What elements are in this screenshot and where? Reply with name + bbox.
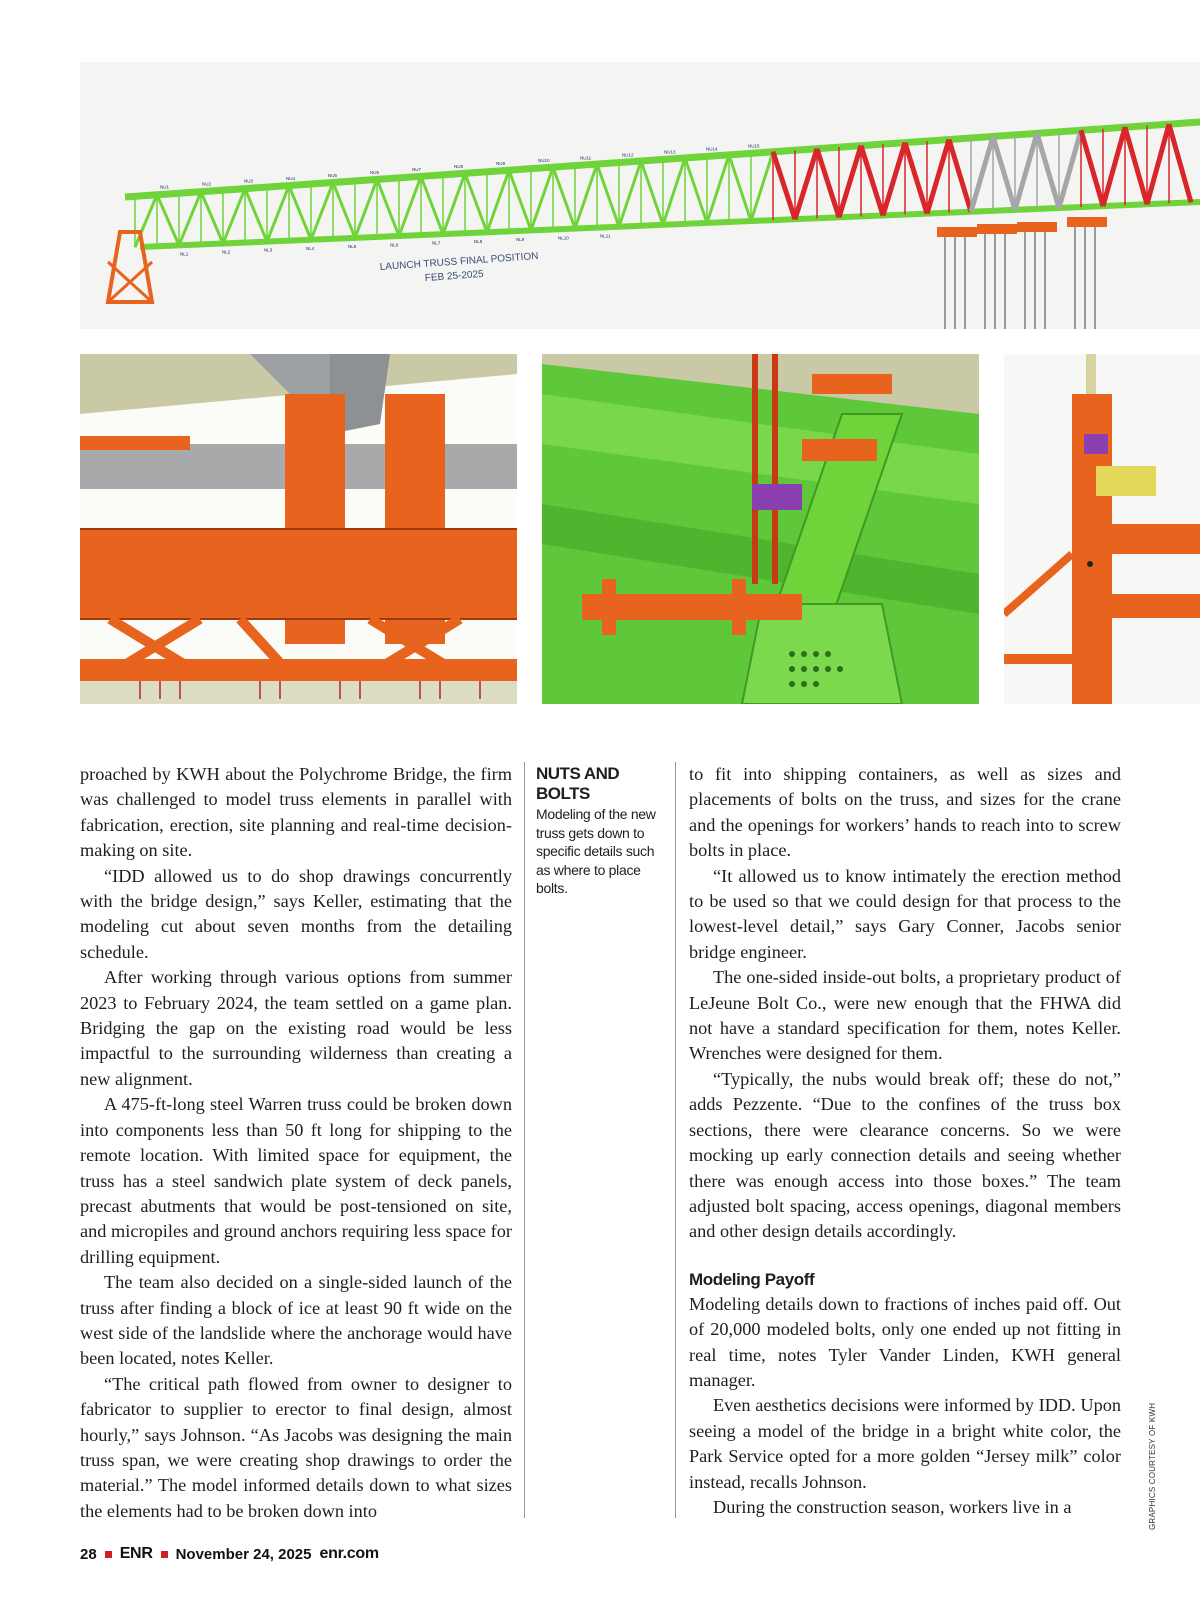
body-paragraph: proached by KWH about the Polychrome Bridge, the firm was challenged to model truss elements in parallel with fabrication, erection, site planning and real-time decision-making on site.: [80, 764, 512, 861]
body-paragraph: Modeling details down to fractions of inches paid off. Out of 20,000 modeled bolts, only one ended up not fitting in real time, notes Tyler Vander Linden, KWH general manager.: [689, 1293, 1121, 1390]
truss-web-member: [685, 158, 707, 223]
footer-separator: [105, 1551, 112, 1558]
truss-web-member: [1103, 127, 1125, 206]
truss-web-member: [553, 167, 575, 228]
upper-node-label: NU12: [622, 152, 634, 158]
launch-truss-drawing: [80, 62, 1200, 329]
lower-node-label: NL3: [264, 247, 273, 253]
body-paragraph: The team also decided on a single-sided launch of the truss after finding a block of ice at least 90 ft wide on the west side of the landslide where the anchorage would have been located, notes Keller.: [80, 1272, 512, 1369]
truss-web-member: [487, 170, 509, 232]
truss-web-member: [1147, 124, 1169, 204]
truss-web-member: [157, 195, 179, 246]
figure-caption: [536, 764, 666, 898]
tower-detail-figure: [1004, 354, 1200, 704]
lower-node-label: NL2: [222, 249, 231, 255]
truss-web-member: [707, 155, 729, 223]
lower-node-label: NL6: [390, 242, 399, 248]
launch-date-annotation: FEB 25-2025: [424, 268, 485, 284]
upper-node-label: NU13: [664, 149, 676, 155]
upper-node-label: NU2: [202, 181, 212, 187]
issue-date: November 24, 2025: [175, 1545, 312, 1563]
top-chord-green-far: [760, 122, 1200, 153]
left-text-column: [80, 762, 512, 1524]
truss-web-member: [597, 164, 619, 227]
truss-web-member: [993, 136, 1015, 209]
right-text-column: [689, 762, 1121, 1520]
rod-1: [752, 354, 758, 584]
upper-node-label: NU4: [286, 175, 296, 181]
truss-web-member: [949, 140, 971, 212]
upper-node-label: NU14: [706, 146, 718, 152]
truss-web-member: [223, 189, 245, 244]
support-frame-drawing: [80, 354, 517, 704]
truss-web-member: [311, 182, 333, 239]
truss-web-member: [795, 149, 817, 219]
truss-web-member: [663, 158, 685, 225]
orange-arm-upper: [1112, 524, 1200, 554]
truss-web-member: [1037, 133, 1059, 208]
truss-web-member: [619, 161, 641, 227]
upper-node-label: NU5: [328, 172, 338, 178]
orange-bracket-top: [812, 374, 892, 394]
body-paragraph: The one-sided inside-out bolts, a proprietary product of LeJeune Bolt Co., were new enough that the FHWA did not have a standard specification for them, notes Keller. Wrenches were designed for them.: [689, 967, 1121, 1064]
truss-web-member: [443, 173, 465, 234]
body-paragraph: “Typically, the nubs would break off; these do not,” adds Pezzente. “Due to the confines of the truss box sections, there were clearance concerns. So we were mocking up early connection details and seeing whether there was enough access into those boxes.” The team adjusted bolt spacing, access openings, diagonal members and other design details accordingly.: [689, 1068, 1121, 1242]
upper-node-label: NU15: [748, 143, 760, 149]
truss-web-member: [377, 179, 399, 236]
column-divider: [675, 762, 676, 1518]
truss-web-member: [729, 155, 751, 221]
upper-node-label: NU1: [160, 184, 170, 190]
body-paragraph: “It allowed us to know intimately the erection method to be used so that we could design for that process to the lowest-level detail,” says Gary Conner, Jacobs senior bridge engineer.: [689, 865, 1121, 962]
truss-web-member: [927, 140, 949, 214]
footer-separator: [161, 1551, 168, 1558]
truss-web-member: [861, 146, 883, 216]
yellow-bearing: [1096, 466, 1156, 496]
truss-web-member: [135, 195, 157, 247]
truss-web-member: [531, 167, 553, 230]
launch-truss-figure: [80, 62, 1200, 329]
truss-web-member: [1015, 133, 1037, 209]
truss-web-member: [421, 176, 443, 234]
upper-node-label: NU10: [538, 158, 550, 164]
truss-web-member: [1081, 130, 1103, 206]
truss-web-member: [509, 170, 531, 230]
lower-node-label: NL8: [474, 238, 483, 244]
pier-cap: [1067, 217, 1107, 227]
lower-node-label: NL7: [432, 240, 441, 246]
truss-web-member: [179, 192, 201, 246]
purple-bolt-fixture: [752, 484, 802, 510]
page-footer: [80, 1545, 379, 1563]
body-paragraph: Even aesthetics decisions were informed by IDD. Upon seeing a model of the bridge in a bright white color, the Park Service opted for a more golden “Jersey milk” color instead, recalls Johnson.: [689, 1395, 1121, 1492]
truss-web-member: [817, 149, 839, 218]
tower-drawing: [1004, 354, 1200, 704]
truss-web-member: [399, 176, 421, 236]
graphics-credit: GRAPHICS COURTESY OF KWH: [1148, 1402, 1157, 1530]
pier-cap: [937, 227, 977, 237]
truss-web-member: [641, 161, 663, 225]
upper-node-label: NU7: [412, 166, 422, 172]
truss-web-member: [839, 146, 861, 218]
truss-web-member: [905, 143, 927, 214]
truss-connection-detail-figure: [542, 354, 979, 704]
truss-web-member: [355, 179, 377, 237]
caption-title: NUTS AND BOLTS: [536, 764, 620, 803]
truss-web-member: [575, 164, 597, 228]
rod-2: [772, 354, 778, 584]
body-paragraph: “The critical path flowed from owner to designer to fabricator to supplier to erector to final design, almost hourly,” says Johnson. “As Jacobs was designing the main truss span, we were creating shop drawings to order the material.” The model informed details down to what sizes the elements had to be broken down into: [80, 1373, 512, 1521]
truss-web-member: [1125, 127, 1147, 204]
truss-web-member: [201, 192, 223, 244]
body-paragraph: to fit into shipping containers, as well as sizes and placements of bolts on the truss, and sizes for the crane and the openings for workers’ hands to reach into to screw bolts in place.: [689, 764, 1121, 861]
lower-node-label: NL9: [516, 237, 525, 243]
orange-beam-top: [80, 436, 190, 450]
truss-web-member: [883, 143, 905, 216]
truss-web-member: [1169, 124, 1191, 202]
page-number: 28: [80, 1545, 97, 1563]
support-frame-detail-figure: [80, 354, 517, 704]
body-paragraph: A 475-ft-long steel Warren truss could be broken down into components less than 50 ft long for shipping to the remote location. With limited space for equipment, the truss has a steel sandwich plate system of deck panels, precast abutments that would be post-tensioned on site, and micropiles and ground anchors requiring less space for drilling equipment.: [80, 1094, 512, 1267]
body-paragraph: “IDD allowed us to do shop drawings concurrently with the bridge design,” says Keller, estimating that the modeling cut about seven months from the detailing schedule.: [80, 865, 512, 962]
pier-cap: [1017, 222, 1057, 232]
pier-cap: [977, 224, 1017, 234]
lower-node-label: NL1: [180, 251, 189, 257]
launch-annotation: LAUNCH TRUSS FINAL POSITION: [379, 250, 539, 273]
truss-connection-drawing: [542, 354, 979, 704]
body-paragraph: After working through various options from summer 2023 to February 2024, the team settled on a game plan. Bridging the gap on the existing road would be less impactful to the surrounding wilderness than creating a new alignment.: [80, 967, 512, 1089]
body-paragraph: During the construction season, workers live in a: [713, 1496, 1072, 1517]
upper-node-label: NU8: [454, 164, 464, 170]
orange-arm-lower: [1112, 594, 1200, 618]
truss-web-member: [971, 136, 993, 211]
lower-node-label: NL5: [348, 244, 357, 250]
upper-node-label: NU11: [580, 155, 592, 161]
truss-web-member: [267, 186, 289, 242]
truss-web-member: [333, 182, 355, 237]
orange-cross-beam: [80, 529, 517, 619]
upper-node-label: NU6: [370, 169, 380, 175]
purple-fixture: [1084, 434, 1108, 454]
truss-web-member: [245, 189, 267, 242]
magazine-brand: ENR: [119, 1545, 153, 1562]
truss-web-member: [465, 173, 487, 232]
upper-node-label: NU9: [496, 161, 506, 167]
truss-web-member: [773, 152, 795, 219]
lower-node-label: NL11: [600, 233, 611, 239]
column-divider: [524, 762, 525, 1518]
truss-web-member: [289, 186, 311, 240]
website-link[interactable]: enr.com: [319, 1545, 379, 1562]
section-subhead: Modeling Payoff: [689, 1269, 815, 1289]
tower-cap: [1086, 354, 1096, 394]
truss-web-member: [1059, 130, 1081, 208]
lower-node-label: NL4: [306, 245, 315, 251]
caption-body: Modeling of the new truss gets down to specific details such as where to place bolts.: [536, 806, 656, 896]
lower-node-label: NL10: [558, 235, 569, 241]
truss-web-member: [751, 152, 773, 221]
upper-node-label: NU3: [244, 178, 254, 184]
